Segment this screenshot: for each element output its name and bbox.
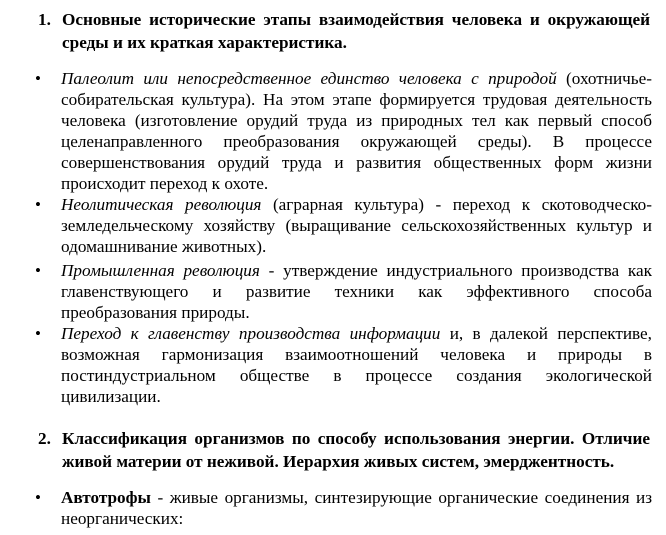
bullet-marker: • (35, 488, 41, 507)
section-heading-1 (20, 8, 650, 54)
bullet-item-autotrophs (20, 487, 652, 529)
bullet-text (61, 194, 652, 257)
bullet-marker: • (35, 324, 41, 343)
bullet-item-neolithic (20, 194, 652, 257)
section-number: 2. (38, 429, 51, 448)
bullet-term: Палеолит или непосредственное единство человека с природой (61, 69, 557, 88)
bullet-term: Промышленная революция (61, 261, 260, 280)
bullet-marker: • (35, 261, 41, 280)
section-title: Классификация организмов по способу использования энергии. Отличие живой материи от неживой. Иерархия живых систем, эмерджентность. (62, 429, 650, 471)
bullet-marker: • (35, 195, 41, 214)
bullet-description: - живые организмы, синтезирующие органические соединения из неорганических: (61, 488, 652, 528)
bullet-term: Автотрофы (61, 488, 151, 507)
bullet-item-industrial (20, 260, 652, 323)
bullet-text (61, 487, 652, 529)
bullet-text (61, 323, 652, 407)
section-number: 1. (38, 10, 51, 29)
bullet-marker: • (35, 69, 41, 88)
bullet-item-paleolithic (20, 68, 652, 194)
section-heading-2 (20, 427, 650, 473)
bullet-item-information (20, 323, 652, 407)
section-title: Основные исторические этапы взаимодействия человека и окружающей среды и их краткая характеристика. (62, 10, 650, 52)
bullet-description: и, в далекой перспективе, возможная гармонизация взаимоотношений человека и природы в постиндустриальном обществе в процессе создания экологической цивилизации. (61, 324, 652, 406)
bullet-term: Неолитическая революция (61, 195, 262, 214)
bullet-text (61, 68, 652, 194)
bullet-term: Переход к главенству производства информации (61, 324, 441, 343)
bullet-text (61, 260, 652, 323)
bullet-description: - утверждение индустриального производства как главенствующего и развитие техники как эффективного способа преобразования природы. (61, 261, 652, 322)
bullet-description: (охотничье-собирательская культура). На этом этапе формируется трудовая деятельность человека (изготовление орудий труда из природных тел как первый способ целенаправленного преобразования окружающей среды). В процессе совершенствования орудий труда и развития общественных форм жизни происходит переход к охоте. (61, 69, 652, 193)
bullet-description: (аграрная культура) - переход к скотоводческо-земледельческому хозяйству (выращивание сельскохозяйственных культур и одомашнивание животных). (61, 195, 652, 256)
